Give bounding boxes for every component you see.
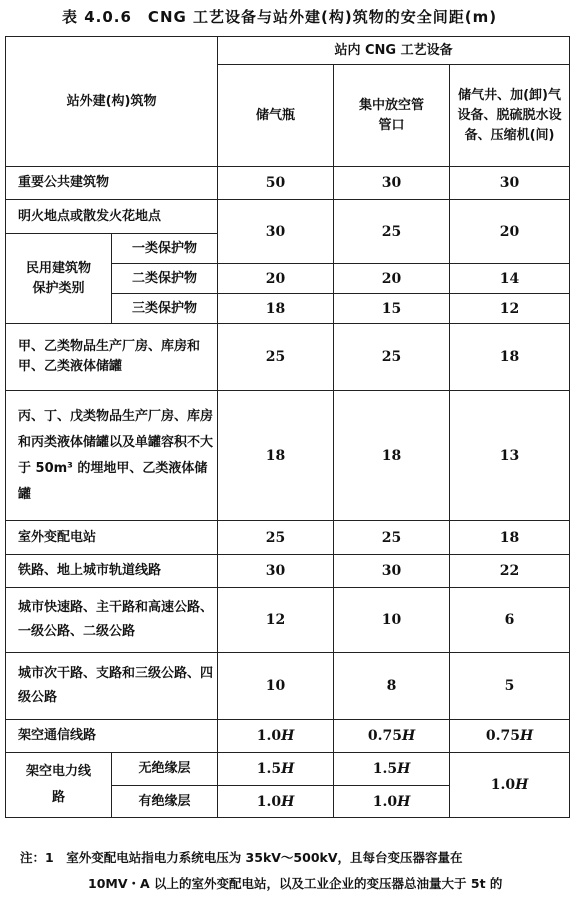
cell-value: 15 — [334, 294, 450, 324]
value-unit: H — [515, 777, 529, 793]
table-title: 表 4.0.6 CNG 工艺设备与站外建(构)筑物的安全间距(m) — [62, 8, 498, 26]
cell-value: 5 — [450, 653, 570, 720]
cell-value: 18 — [450, 521, 570, 555]
table-row — [6, 521, 570, 555]
cell-value: 20 — [218, 264, 334, 294]
cell-value: 30 — [334, 167, 450, 200]
value-number: 0.75 — [367, 728, 402, 744]
row-label: 有绝缘层 — [112, 786, 218, 818]
cell-value: 20 — [450, 200, 570, 264]
table-row — [6, 324, 570, 391]
cell-value: 50 — [218, 167, 334, 200]
table-row — [6, 588, 570, 653]
cell-value: 10 — [334, 588, 450, 653]
cell-value: 18 — [450, 324, 570, 391]
value-unit: H — [281, 761, 295, 777]
cell-value: 30 — [218, 555, 334, 588]
cell-value — [450, 720, 570, 753]
col-header-storage-cylinder: 储气瓶 — [218, 65, 334, 167]
cell-value — [218, 720, 334, 753]
cell-value: 6 — [450, 588, 570, 653]
value-unit: H — [397, 761, 411, 777]
value-number: 1.0 — [490, 777, 516, 793]
safety-distance-table — [5, 36, 570, 818]
value-number: 1.0 — [256, 728, 282, 744]
cell-value: 18 — [218, 294, 334, 324]
table-notes — [20, 845, 568, 897]
cell-value: 30 — [218, 200, 334, 264]
cell-value: 25 — [334, 200, 450, 264]
note-line-1: 注：1 室外变配电站指电力系统电压为 35kV～500kV，且每台变压器容量在 — [20, 850, 463, 865]
row-label: 二类保护物 — [112, 264, 218, 294]
col-header-equipment: 储气井、加(卸)气设备、脱硫脱水设备、压缩机(间) — [450, 65, 570, 167]
table-row — [6, 653, 570, 720]
cell-value: 10 — [218, 653, 334, 720]
cell-value — [218, 753, 334, 786]
table-row — [6, 200, 570, 234]
cell-value: 13 — [450, 391, 570, 521]
cell-value — [334, 786, 450, 818]
cell-value: 22 — [450, 555, 570, 588]
value-unit: H — [281, 728, 295, 744]
cell-value: 12 — [450, 294, 570, 324]
row-label: 重要公共建筑物 — [6, 167, 218, 200]
value-unit: H — [401, 728, 416, 744]
row-label: 城市快速路、主干路和高速公路、一级公路、二级公路 — [6, 588, 218, 653]
value-number: 1.5 — [256, 761, 282, 777]
cell-value: 25 — [218, 324, 334, 391]
row-label: 室外变配电站 — [6, 521, 218, 555]
row-label: 丙、丁、戊类物品生产厂房、库房和丙类液体储罐以及单罐容积不大于 50m³ 的埋地甲、乙类液体储罐 — [6, 391, 218, 521]
table-row — [6, 167, 570, 200]
table-row — [6, 753, 570, 786]
value-number: 1.5 — [372, 761, 398, 777]
group-header-cell: 站内 CNG 工艺设备 — [218, 37, 570, 65]
value-number: 1.0 — [256, 793, 282, 810]
cell-value: 25 — [334, 521, 450, 555]
table-row — [6, 720, 570, 753]
cell-value — [334, 720, 450, 753]
cell-value: 12 — [218, 588, 334, 653]
row-label: 一类保护物 — [112, 234, 218, 264]
cell-value — [218, 786, 334, 818]
table-row — [6, 391, 570, 521]
cell-value: 25 — [218, 521, 334, 555]
cell-value: 18 — [334, 391, 450, 521]
cell-value: 30 — [450, 167, 570, 200]
value-unit: H — [519, 728, 534, 744]
cell-value — [334, 753, 450, 786]
row-label: 三类保护物 — [112, 294, 218, 324]
note-line-2: 10MV・A 以上的室外变配电站，以及工业企业的变压器总油量大于 5t 的 — [88, 876, 503, 891]
cell-value: 8 — [334, 653, 450, 720]
group-label-civil-buildings: 民用建筑物保护类别 — [6, 234, 112, 324]
value-unit: H — [397, 793, 411, 810]
col-header-vent-pipe: 集中放空管管口 — [334, 65, 450, 167]
row-label: 铁路、地上城市轨道线路 — [6, 555, 218, 588]
row-label: 甲、乙类物品生产厂房、库房和甲、乙类液体储罐 — [6, 324, 218, 391]
value-number: 0.75 — [485, 728, 520, 744]
row-label: 无绝缘层 — [112, 753, 218, 786]
group-label-power-lines: 架空电力线路 — [6, 753, 112, 818]
table-row — [6, 555, 570, 588]
cell-value: 14 — [450, 264, 570, 294]
cell-value: 25 — [334, 324, 450, 391]
cell-value: 18 — [218, 391, 334, 521]
cell-value: 20 — [334, 264, 450, 294]
row-header-cell: 站外建(构)筑物 — [6, 37, 218, 167]
value-unit: H — [281, 793, 295, 810]
value-number: 1.0 — [372, 793, 398, 810]
cell-value: 30 — [334, 555, 450, 588]
row-label: 明火地点或散发火花地点 — [6, 200, 218, 234]
cell-value — [450, 753, 570, 818]
row-label: 架空通信线路 — [6, 720, 218, 753]
row-label: 城市次干路、支路和三级公路、四级公路 — [6, 653, 218, 720]
